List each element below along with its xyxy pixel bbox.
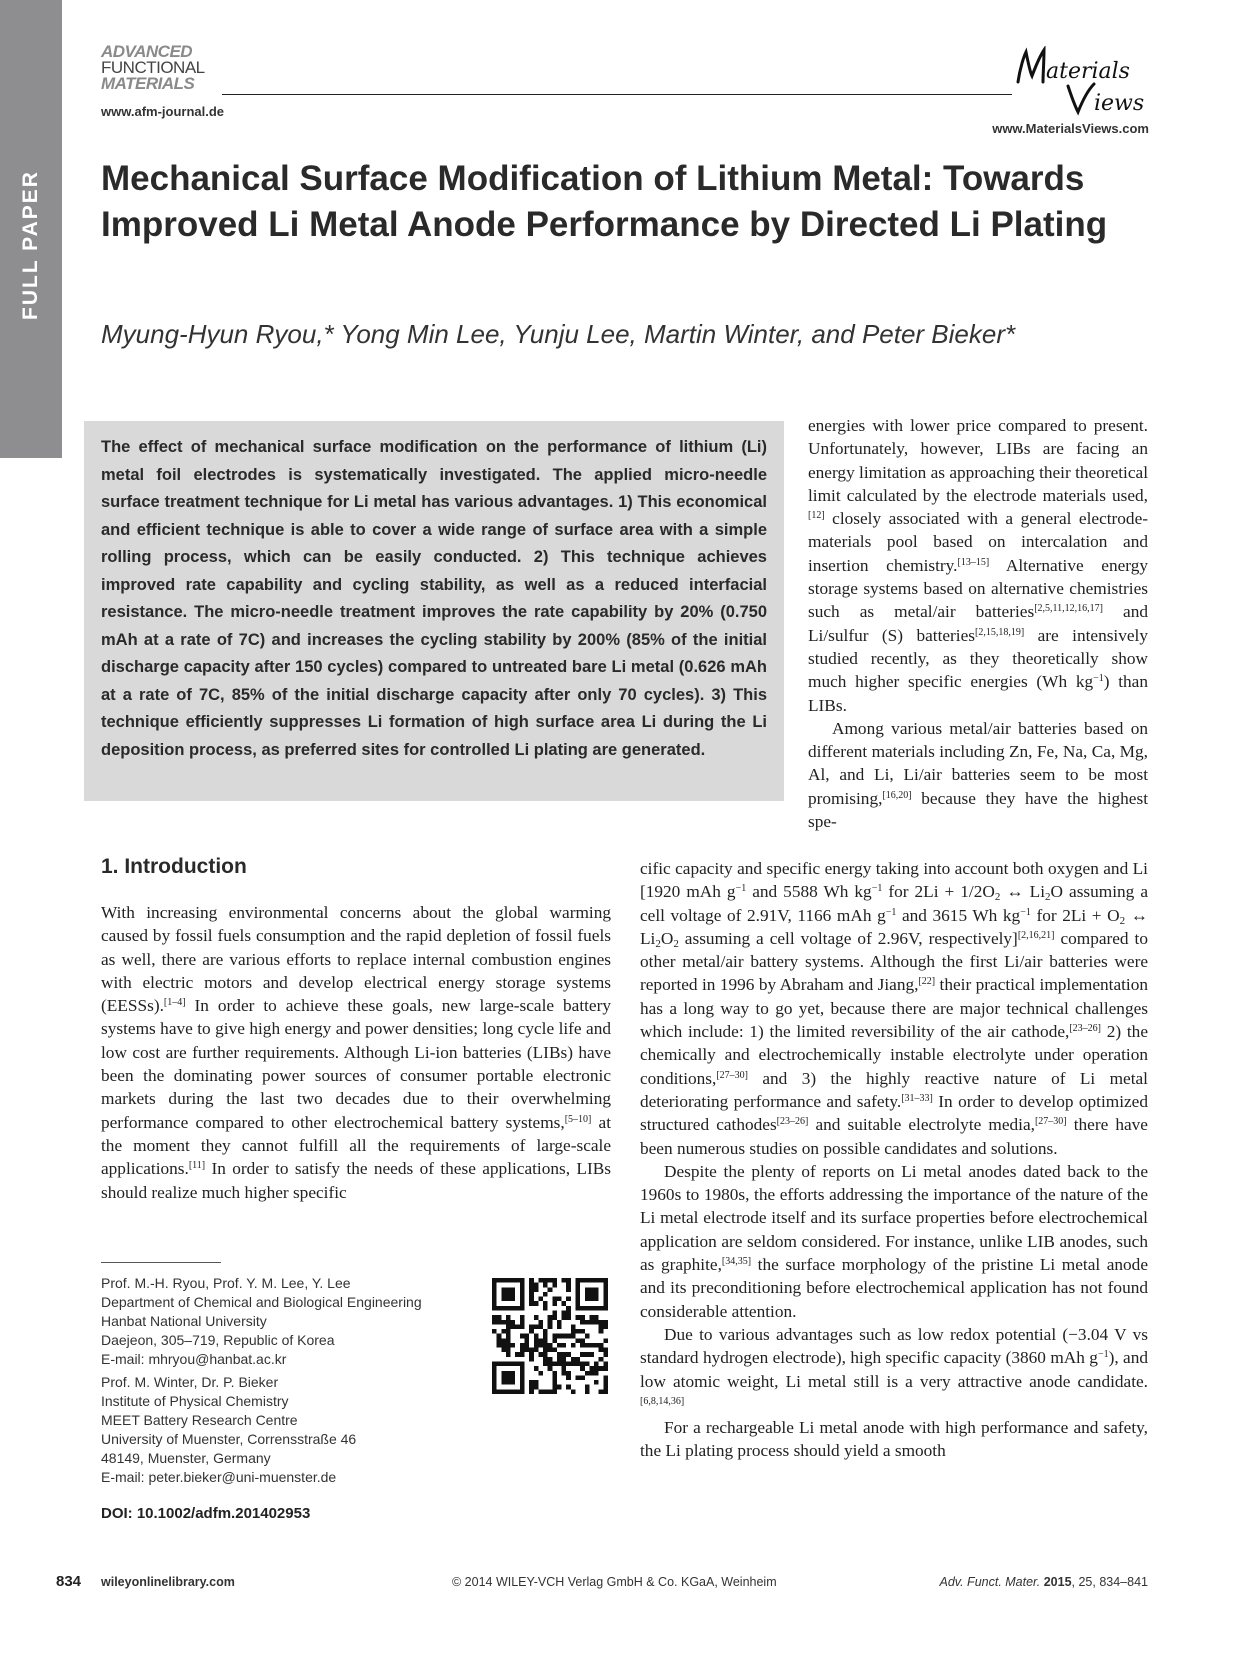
doi[interactable]: DOI: 10.1002/adfm.201402953 [101,1505,311,1522]
citation[interactable]: [34,35] [721,1256,752,1268]
article-title: Mechanical Surface Modification of Lithium Metal: Towards Improved Li Metal Anode Performance by Directed Li Plating [101,159,1108,244]
affiliation-line: Institute of Physical Chemistry [101,1393,289,1409]
header-rule [222,94,1012,95]
affiliation-line: Department of Chemical and Biological Engineering [101,1294,422,1310]
affiliation-block [101,1373,471,1487]
citation[interactable]: [13–15] [957,556,990,568]
affiliation-line: Prof. M. Winter, Dr. P. Bieker [101,1374,279,1390]
email-link[interactable]: E-mail: mhryou@hanbat.ac.kr [101,1351,287,1367]
paragraph: For a rechargeable Li metal anode with high performance and safety, the Li plating process should yield a smooth [640,1418,1148,1461]
paragraph: Among various metal/air batteries based on different materials including Zn, Fe, Na, Ca, Mg, Al, and Li, Li/air batteries seem to be most promising,[16,20] because they have the highest spe- [808,718,1148,832]
citation[interactable]: [27–30] [1034,1116,1067,1128]
citation[interactable]: [1–4] [163,997,186,1009]
paragraph: With increasing environmental concerns about the global warming caused by fossil fuels consumption and the rapid depletion of fossil fuels as well, there are various efforts to replace internal combustion engines with electric motors and develop electrical energy storage systems (EESSs).[1–4] In order to achieve these goals, new large-scale battery systems have to give high energy and power densities; long cycle life and low cost are further requirements. Although Li-ion batteries (LIBs) have been the dominating power sources of consumer portable electronic markets during the last two decades due to their overwhelming performance compared to other electrochemical battery systems,[5–10] at the moment they cannot fulfill all the requirements of large-scale applications.[11] In order to satisfy the needs of these applications, LIBs should realize much higher specific [101,903,611,1202]
footer-copyright: © 2014 WILEY-VCH Verlag GmbH & Co. KGaA, Weinheim [452,1575,777,1589]
citation[interactable]: [6,8,14,36] [640,1395,685,1407]
affiliation-line: Hanbat National University [101,1313,267,1329]
citation[interactable]: [2,15,18,19] [975,626,1025,638]
left-column [101,901,611,1204]
citation[interactable]: [16,20] [882,789,912,801]
citation[interactable]: [27–30] [716,1069,748,1081]
journal-logo-line: ADVANCED [101,42,193,61]
right-column-top [808,414,1148,833]
abstract-text: The effect of mechanical surface modification on the performance of lithium (Li) metal foil electrodes is systematically investigated. The applied micro-needle surface treatment technique for Li metal has various advantages. 1) This economical and efficient technique is able to cover a wide range of surface area with a simple rolling process, which can be easily conducted. 2) This technique achieves improved rate capability and cycling stability, as well as a reduced interfacial resistance. The micro-needle treatment improves the rate capability by 20% (0.750 mAh at a rate of 7C) and increases the cycling stability by 200% (85% of the initial discharge capacity after 150 cycles) compared to untreated bare Li metal (0.626 mAh at a rate of 7C, 85% of the initial discharge capacity after only 70 cycles). 3) This technique efficiently suppresses Li formation of high surface area Li during the Li deposition process, as preferred sites for controlled Li plating are generated. [101,438,767,759]
affiliation-line: 48149, Muenster, Germany [101,1450,271,1466]
citation[interactable]: [2,16,21] [1017,929,1055,941]
citation[interactable]: [31–33] [901,1092,933,1104]
side-tab-label: FULL PAPER [19,170,42,320]
citation[interactable]: [22] [918,976,936,988]
svg-text:iews: iews [1094,91,1145,116]
paragraph: Despite the plenty of reports on Li metal anodes dated back to the 1960s to 1980s, the efforts addressing the importance of the nature of the Li metal electrode itself and its surface properties before electrochemical application are seldom considered. For instance, unlike LIB anodes, such as graphite,[34,35] the surface morphology of the pristine Li metal anode and its preconditioning before electrochemical application has not found considerable attention. [640,1161,1148,1321]
paragraph: energies with lower price compared to present. Unfortunately, however, LIBs are facing an energy limitation as approaching their theoretical limit calculated by the electrode materials used,[12] closely associated with a general electrode-materials pool based on intercalation and insertion chemistry.[13–15] Alternative energy storage systems based on alternative chemistries such as metal/air batteries[2,5,11,12,16,17] and Li/sulfur (S) batteries[2,15,18,19] are intensively studied recently, as they theoretically show much higher specific energies (Wh $kg^{-1}$) than LIBs. [808,416,1149,715]
affiliation-rule [101,1262,221,1263]
paragraph: Due to various advantages such as low redox potential (−3.04 V vs standard hydrogen electrode), high specific capacity (3860 mAh $g^{-1}$), and low atomic weight, Li metal still is a very attractive anode candidate.[6,8,14,36] [640,1324,1149,1407]
footer-citation: Adv. Funct. Mater. 2015, 25, 834–841 [939,1575,1148,1589]
affiliation-line: University of Muenster, Corrensstraße 46 [101,1431,357,1447]
affiliation-line: Daejeon, 305–719, Republic of Korea [101,1332,335,1348]
journal-logo-line: MATERIALS [101,74,195,93]
citation[interactable]: [2,5,11,12,16,17] [1034,603,1103,615]
right-column-main [640,857,1148,1463]
email-link[interactable]: E-mail: peter.bieker@uni-muenster.de [101,1469,337,1485]
journal-logo [101,44,205,92]
citation[interactable]: [23–26] [1069,1023,1101,1035]
citation[interactable]: [11] [188,1160,206,1172]
page-number: 834 [56,1573,82,1590]
journal-logo-line: FUNCTIONAL [101,58,205,77]
affiliations [101,1274,471,1491]
publisher-url[interactable]: www.MaterialsViews.com [992,121,1149,136]
svg-text:aterials: aterials [1046,59,1130,84]
citation[interactable]: [23–26] [776,1116,809,1128]
citation[interactable]: [12] [808,510,825,522]
affiliation-line: Prof. M.-H. Ryou, Prof. Y. M. Lee, Y. Lee [101,1275,351,1291]
citation[interactable]: [5–10] [564,1113,592,1125]
qr-code-icon[interactable] [492,1278,608,1394]
page-footer [0,1573,1241,1597]
paragraph: cific capacity and specific energy taking into account both oxygen and Li [1920 mAh $g^{-1}$ and 5588 Wh $kg^{-1}$ for $2Li + 1/2O_2$ ↔ $Li_2O$ assuming a cell voltage of 2.91V, 1166 mAh $g^{-1}$ and 3615 Wh $kg^{-1}$ for $2Li + O_2$ ↔ $Li_2O_2$ assuming a cell voltage of 2.96V, respectively][2,16,21] compared to other metal/air battery systems. Although the first Li/air batteries were reported in 1996 by Abraham and Jiang,[22] their practical implementation has a long way to go yet, because there are major technical challenges which include: 1) the limited reversibility of the air cathode,[23–26] 2) the chemically and electrochemically instable electrolyte under operation conditions,[27–30] and 3) the highly reactive nature of Li metal deteriorating performance and safety.[31–33] In order to develop optimized structured cathodes[23–26] and suitable electrolyte media,[27–30] there have been numerous studies on possible candidates and solutions. [640,859,1149,1158]
section-heading: 1. Introduction [101,855,247,878]
footer-url[interactable]: wileyonlinelibrary.com [101,1575,235,1589]
author-list: Myung-Hyun Ryou,* Yong Min Lee, Yunju Lee, Martin Winter, and Peter Bieker* [101,319,1016,349]
materials-views-logo [1016,46,1150,116]
affiliation-block [101,1274,471,1369]
journal-url[interactable]: www.afm-journal.de [101,104,225,119]
affiliation-line: MEET Battery Research Centre [101,1412,298,1428]
